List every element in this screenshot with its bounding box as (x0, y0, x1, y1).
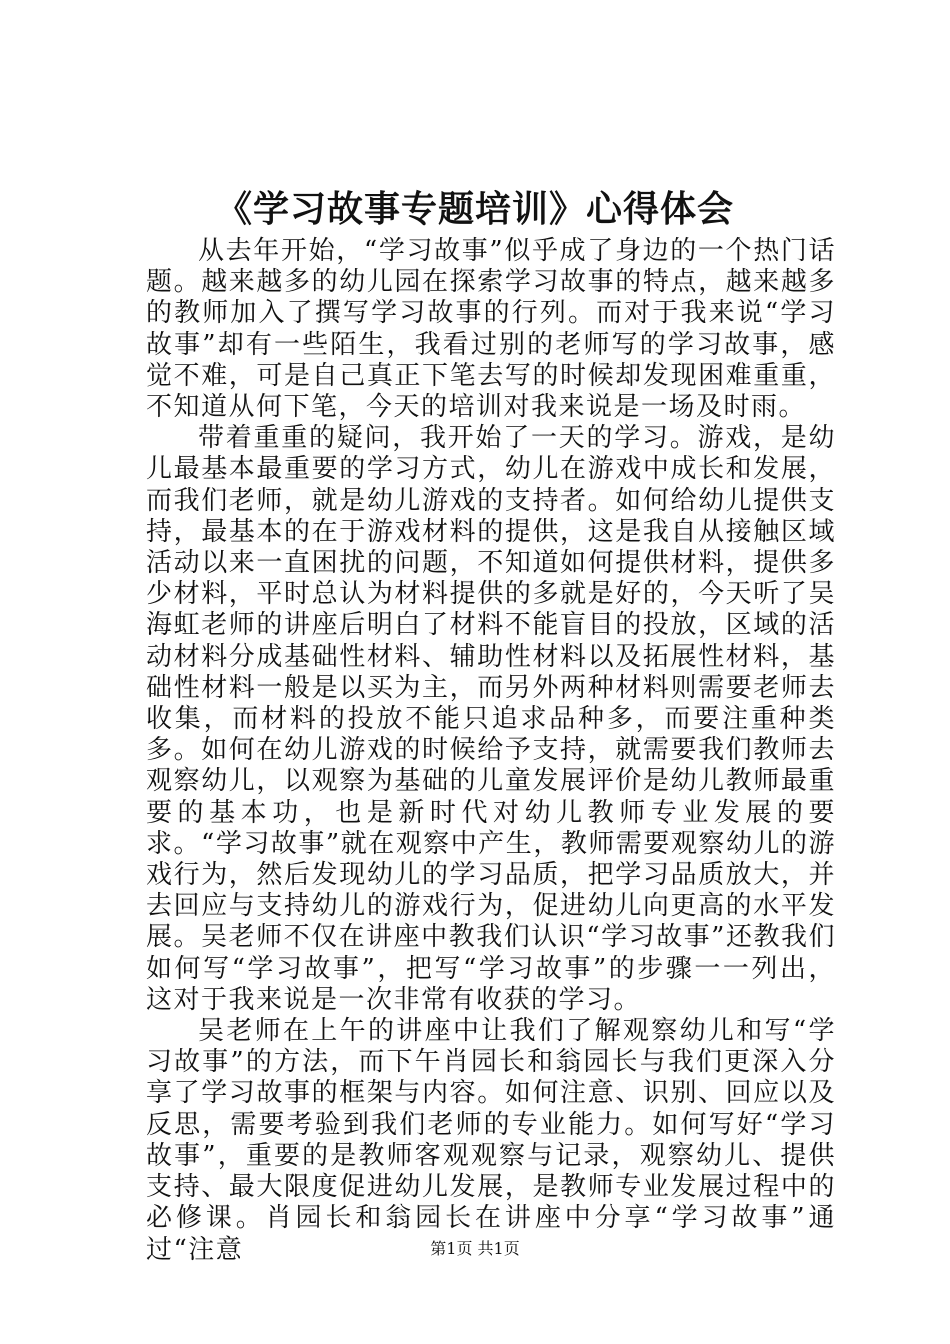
document-title: 《学习故事专题培训》心得体会 (215, 188, 734, 230)
paragraph-1: 从去年开始，“学习故事”似乎成了身边的一个热门话题。越来越多的幼儿园在探索学习故事的特点，越来越多的教师加入了撰写学习故事的行列。而对于我来说“学习故事”却有一些陌生，我看过别的老师写的学习故事，感觉不难，可是自己真正下笔去写的时候却发现困难重重，不知道从何下笔，今天的培训对我来说是一场及时雨。 (146, 236, 836, 423)
paragraph-2: 带着重重的疑问，我开始了一天的学习。游戏，是幼儿最基本最重要的学习方式，幼儿在游戏中成长和发展，而我们老师，就是幼儿游戏的支持者。如何给幼儿提供支持，最基本的在于游戏材料的提供，这是我自从接触区域活动以来一直困扰的问题，不知道如何提供材料，提供多少材料，平时总认为材料提供的多就是好的，今天听了吴海虹老师的讲座后明白了材料不能盲目的投放，区域的活动材料分成基础性材料、辅助性材料以及拓展性材料，基础性材料一般是以买为主，而另外两种材料则需要老师去收集，而材料的投放不能只追求品种多，而要注重种类多。如何在幼儿游戏的时候给予支持，就需要我们教师去观察幼儿，以观察为基础的儿童发展评价是幼儿教师最重要的基本功，也是新时代对幼儿教师专业发展的要求。“学习故事”就在观察中产生，教师需要观察幼儿的游戏行为，然后发现幼儿的学习品质，把学习品质放大，并去回应与支持幼儿的游戏行为，促进幼儿向更高的水平发展。吴老师不仅在讲座中教我们认识“学习故事”还教我们如何写“学习故事”，把写“学习故事”的步骤一一列出，这对于我来说是一次非常有收获的学习。 (146, 423, 836, 1015)
page-footer: 第1页 共1页 (430, 1239, 520, 1258)
paragraph-3: 吴老师在上午的讲座中让我们了解观察幼儿和写“学习故事”的方法，而下午肖园长和翁园长与我们更深入分享了学习故事的框架与内容。如何注意、识别、回应以及反思，需要考验到我们老师的专业能力。如何写好“学习故事”，重要的是教师客观观察与记录，观察幼儿、提供支持、最大限度促进幼儿发展，是教师专业发展过程中的必修课。肖园长和翁园长在讲座中分享“学习故事”通过“注意 (146, 1016, 836, 1265)
document-body (146, 236, 836, 1266)
